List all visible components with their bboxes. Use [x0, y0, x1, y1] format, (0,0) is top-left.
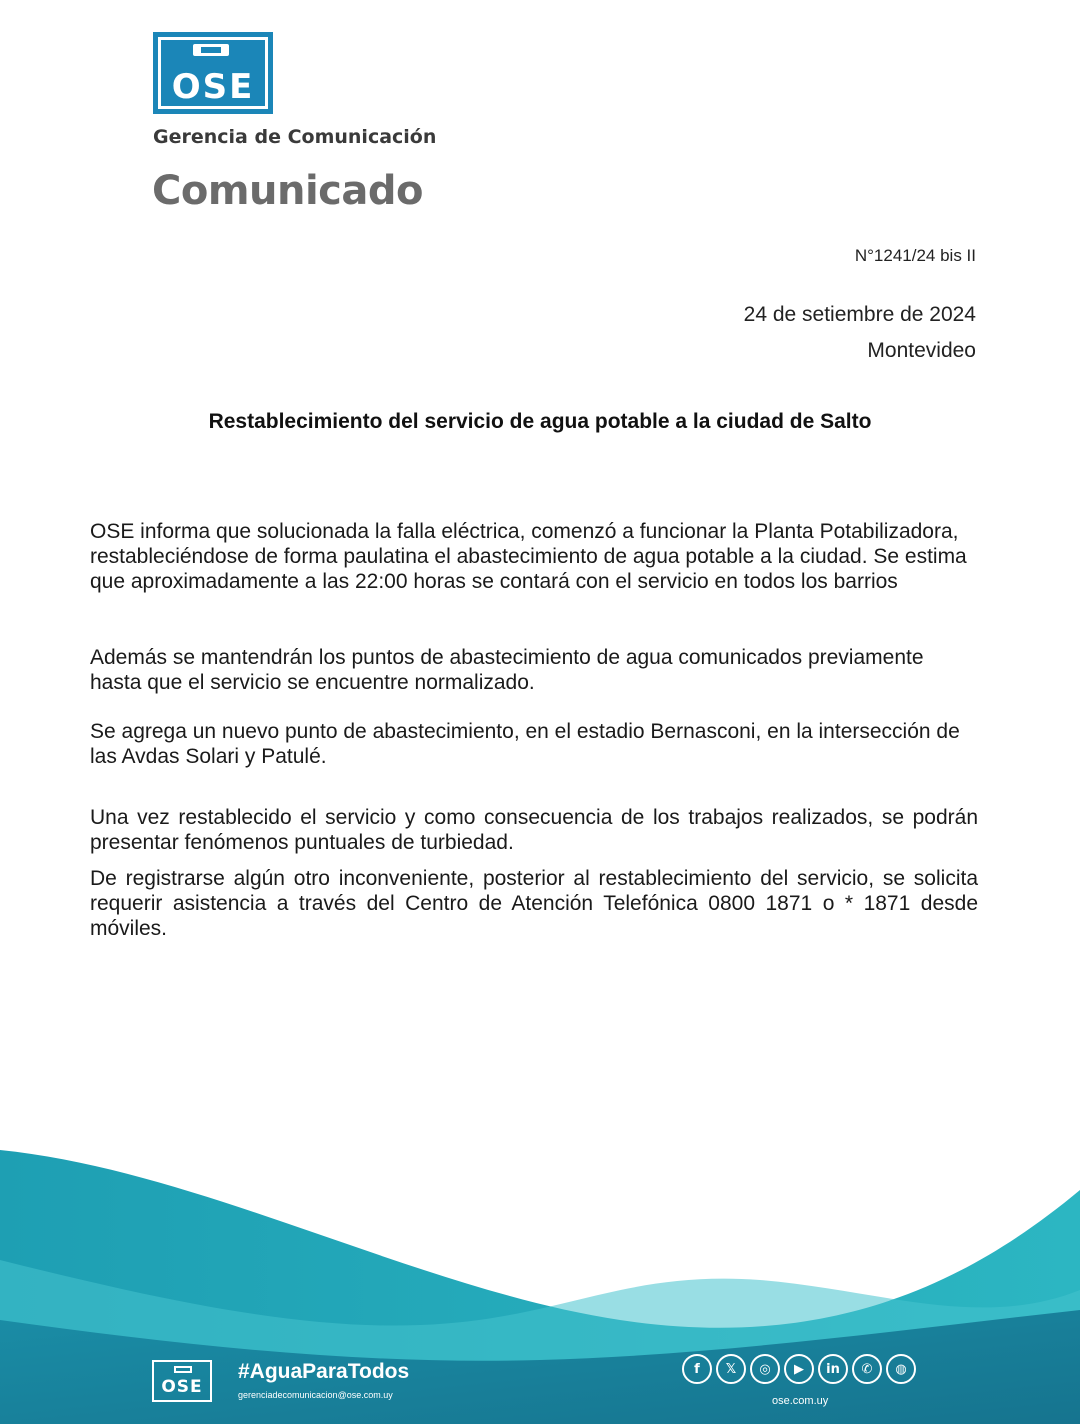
logo-text: OSE [171, 67, 255, 107]
document-number: N°1241/24 bis II [854, 246, 976, 265]
ose-logo [153, 32, 273, 114]
body-paragraph-2: Además se mantendrán los puntos de abastecimiento de agua comunicados previamente hasta que el servicio se encuentre normalizado. [90, 646, 924, 694]
department-name: Gerencia de Comunicación [153, 126, 437, 148]
body-paragraph-4: Una vez restablecido el servicio y como consecuencia de los trabajos realizados, se podrán presentar fenómenos puntuales de turbiedad. [90, 806, 978, 854]
body-paragraph-5: De registrarse algún otro inconveniente, posterior al restablecimiento del servicio, se solicita requerir asistencia a través del Centro de Atención Telefónica 0800 1871 o * 1871 desde móviles. [90, 867, 978, 940]
footer-logo-text: OSE [161, 1377, 203, 1397]
facebook-icon[interactable]: f [682, 1354, 712, 1384]
globe-icon[interactable]: ◍ [886, 1354, 916, 1384]
footer-ose-logo [152, 1360, 212, 1402]
contact-email[interactable]: gerenciadecomunicacion@ose.com.uy [238, 1390, 393, 1400]
youtube-icon[interactable]: ▶ [784, 1354, 814, 1384]
social-icons [682, 1354, 916, 1384]
document-city: Montevideo [867, 339, 976, 362]
whatsapp-icon[interactable]: ✆ [852, 1354, 882, 1384]
body-paragraph-3: Se agrega un nuevo punto de abastecimiento, en el estadio Bernasconi, en la intersección de las Avdas Solari y Patulé. [90, 720, 960, 768]
x-icon[interactable]: 𝕏 [716, 1354, 746, 1384]
document-date: 24 de setiembre de 2024 [743, 303, 976, 326]
headline: Restablecimiento del servicio de agua potable a la ciudad de Salto [208, 410, 872, 433]
website-link[interactable]: ose.com.uy [772, 1395, 829, 1407]
body-paragraph-1: OSE informa que solucionada la falla eléctrica, comenzó a funcionar la Planta Potabilizadora, restableciéndose de forma paulatina el abastecimiento de agua potable a la ciudad. Se estima que aproximadamente a las 22:00 horas se contará con el servicio en todos los barrios [90, 520, 967, 593]
linkedin-icon[interactable]: in [818, 1354, 848, 1384]
document-title: Comunicado [152, 168, 423, 214]
instagram-icon[interactable]: ◎ [750, 1354, 780, 1384]
hashtag: #AguaParaTodos [238, 1360, 410, 1383]
